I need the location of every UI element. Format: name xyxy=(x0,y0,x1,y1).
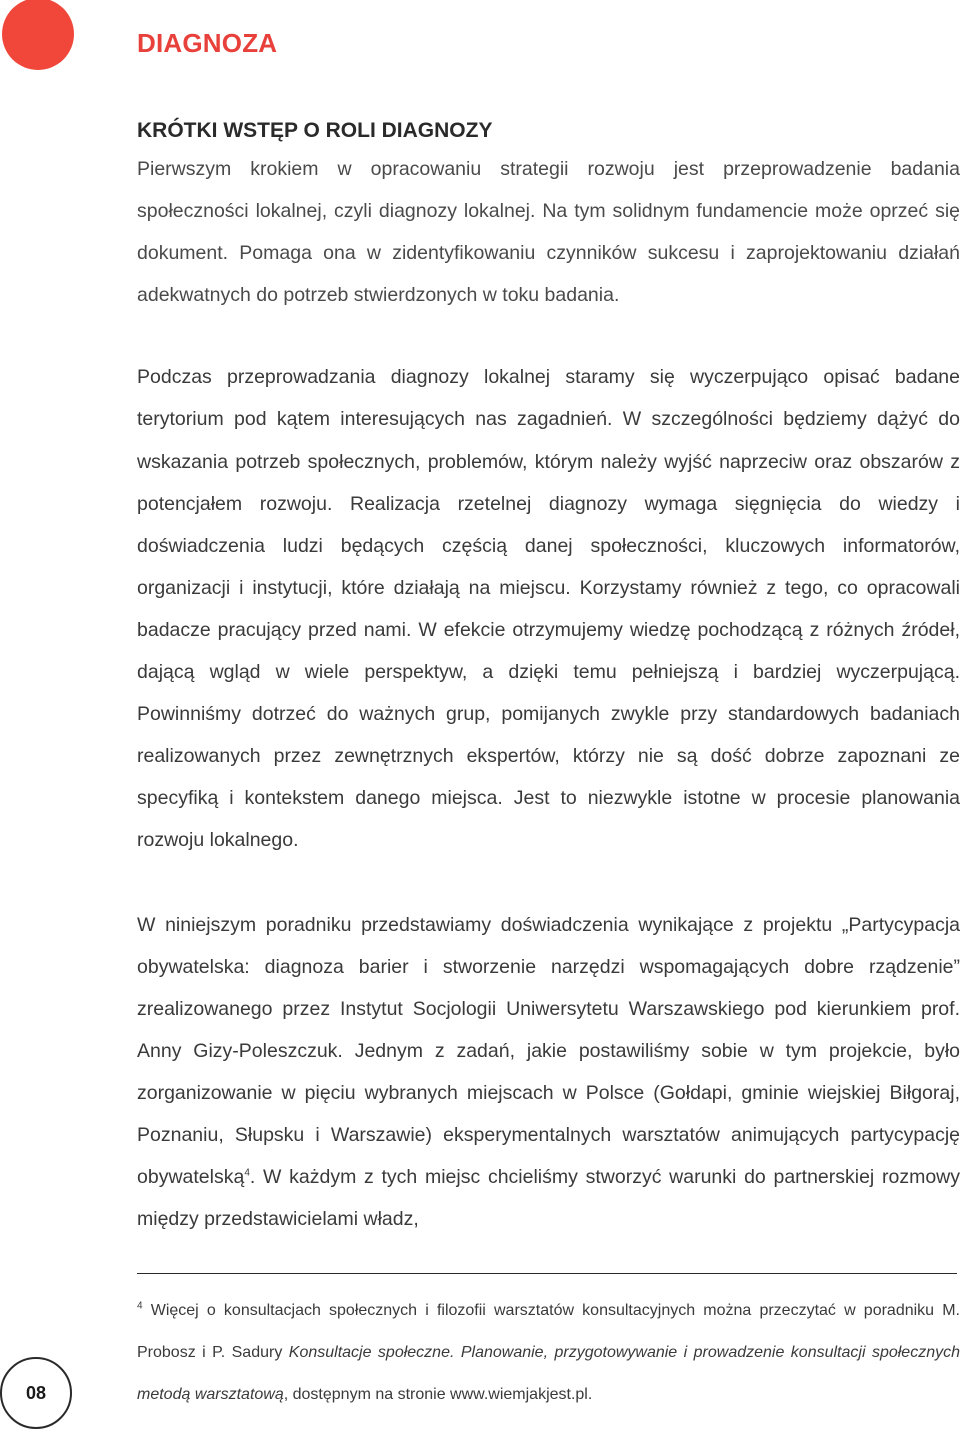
footnote-divider xyxy=(137,1273,957,1274)
paragraph-project xyxy=(137,904,960,1241)
page-number: 08 xyxy=(25,1382,47,1403)
paragraph-spacer xyxy=(137,862,960,904)
footnote-text-start: Więcej o konsultacjach społecznych i filozofii warsztatów konsultacyjnych można przeczytać w poradniku M. Probosz i P. Sadury xyxy=(137,1302,960,1361)
chapter-marker-dot xyxy=(2,0,74,70)
chapter-title: DIAGNOZA xyxy=(137,28,278,58)
main-content xyxy=(137,114,960,1240)
paragraph-spacer xyxy=(137,316,960,356)
page-number-badge xyxy=(0,1357,72,1429)
paragraph-diagnosis: Podczas przeprowadzania diagnozy lokalnej staramy się wyczerpująco opisać badane terytorium pod kątem interesujących nas zagadnień. W szczególności będziemy dążyć do wskazania potrzeb społecznych, problemów, którym należy wyjść naprzeciw oraz obszarów z potencjałem rozwoju. Realizacja rzetelnej diagnozy wymaga sięgnięcia do wiedzy i doświadczenia ludzi będących częścią danej społeczności, kluczowych informatorów, organizacji i instytucji, które działają na miejscu. Korzystamy również z tego, co opracowali badacze pracujący przed nami. W efekcie otrzymujemy wiedzę pochodzącą z różnych źródeł, dającą wgląd w wiele perspektyw, a dzięki temu pełniejszą i bardziej wyczerpującą. Powinniśmy dotrzeć do ważnych grup, pomijanych zwykle przy standardowych badaniach realizowanych przez zewnętrznych ekspertów, którzy nie są dość dobrze zapoznani ze specyfiką i kontekstem danego miejsca. Jest to niezwykle istotne w procesie planowania rozwoju lokalnego. xyxy=(137,366,960,852)
footnote-book-title: Konsultacje społeczne. Planowanie, przygotowywanie i prowadzenie konsultacji społecznych metodą warsztatową xyxy=(137,1344,960,1403)
footnote-text-end: , dostępnym na stronie www.wiemjakjest.pl. xyxy=(283,1386,593,1403)
footnote-reference[interactable]: 4 xyxy=(244,1167,250,1179)
paragraph-project-tail: . W każdym z tych miejsc chcieliśmy stworzyć warunki do partnerskiej rozmowy między przedstawicielami władz, xyxy=(137,1166,960,1231)
paragraph-project-main: W niniejszym poradniku przedstawiamy doświadczenia wynikające z projektu „Partycypacja obywatelska: diagnoza barier i stworzenie narzędzi wspomagających dobre rządzenie” zrealizowanego przez Instytut Socjologii Uniwersytetu Warszawskiego pod kierunkiem prof. Anny Gizy-Poleszczuk. Jednym z zadań, jakie postawiliśmy sobie w tym projekcie, było zorganizowanie w pięciu wybranych miejscach w Polsce (Gołdapi, gminie wiejskiej Biłgoraj, Poznaniu, Słupsku i Warszawie) eksperymentalnych warsztatów animujących partycypację obywatelską xyxy=(137,913,960,1189)
paragraph-intro: Pierwszym krokiem w opracowaniu strategii rozwoju jest przeprowadzenie badania społeczności lokalnej, czyli diagnozy lokalnej. Na tym solidnym fundamencie może oprzeć się dokument. Pomaga ona w zidentyfikowaniu czynników sukcesu i zaprojektowaniu działań adekwatnych do potrzeb stwierdzonych w toku badania. xyxy=(137,158,960,307)
section-heading: KRÓTKI WSTĘP O ROLI DIAGNOZY xyxy=(137,119,493,142)
footnote-marker: 4 xyxy=(137,1300,143,1312)
footnote xyxy=(137,1290,960,1416)
